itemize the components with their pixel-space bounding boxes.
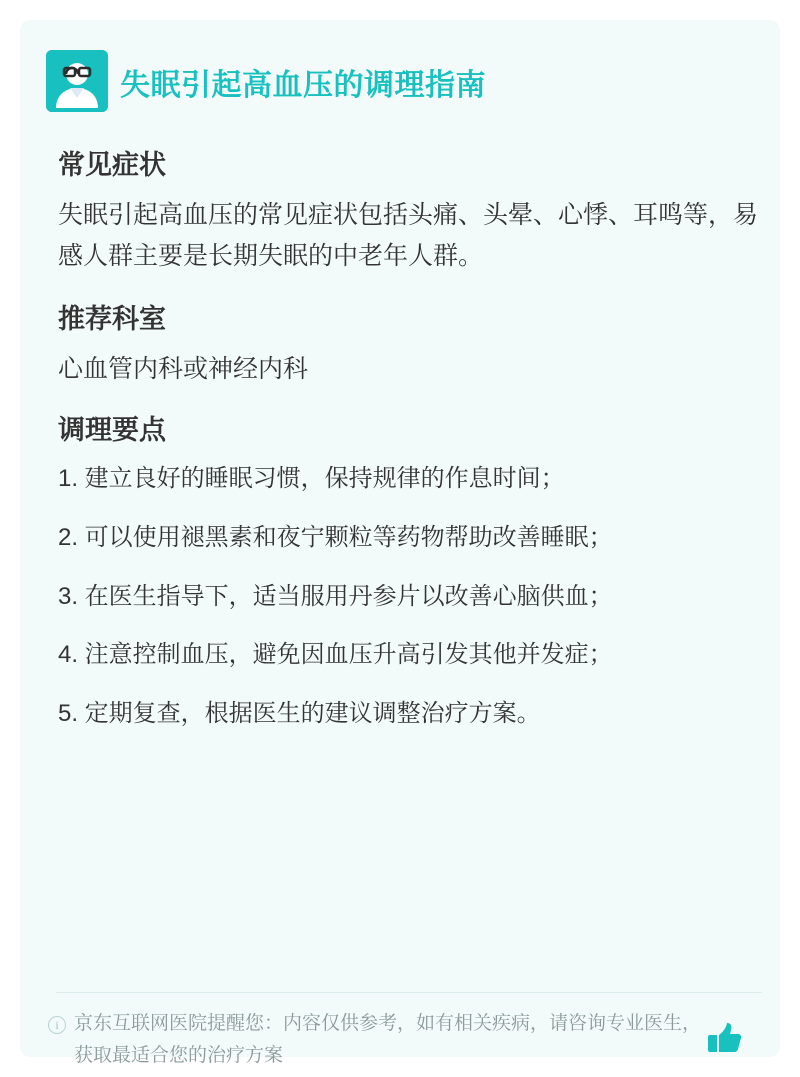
disclaimer-text: 京东互联网医院提醒您：内容仅供参考，如有相关疾病，请咨询专业医生，获取最适合您的治疗方案 [74, 1013, 702, 1067]
article-body [58, 140, 758, 754]
department-text: 心血管内科或神经内科 [58, 354, 309, 383]
list-item: 4. 注意控制血压，避免因血压升高引发其他并发症； [58, 641, 613, 669]
section-heading-care-points: 调理要点 [58, 414, 166, 445]
content-card [20, 20, 780, 1067]
list-item: 2. 可以使用褪黑素和夜宁颗粒等药物帮助改善睡眠； [58, 523, 613, 551]
info-icon: i [48, 1016, 66, 1034]
list-item: 1. 建立良好的睡眠习惯，保持规律的作息时间； [58, 464, 565, 492]
section-heading-department: 推荐科室 [58, 303, 166, 334]
thumbs-up-icon[interactable] [704, 1018, 744, 1058]
symptoms-text: 失眠引起高血压的常见症状包括头痛、头晕、心悸、耳鸣等，易感人群主要是长期失眠的中老年人群。 [58, 201, 759, 271]
footer-disclaimer [48, 1008, 764, 1073]
list-item: 3. 在医生指导下，适当服用丹参片以改善心脑供血； [58, 582, 613, 610]
care-points-list [58, 460, 758, 734]
user-avatar-icon [46, 50, 108, 112]
section-heading-symptoms: 常见症状 [58, 150, 166, 180]
page-title: 失眠引起高血压的调理指南 [120, 69, 486, 102]
footer-divider [56, 992, 762, 993]
list-item: 5. 定期复查，根据医生的建议调整治疗方案。 [58, 700, 541, 728]
